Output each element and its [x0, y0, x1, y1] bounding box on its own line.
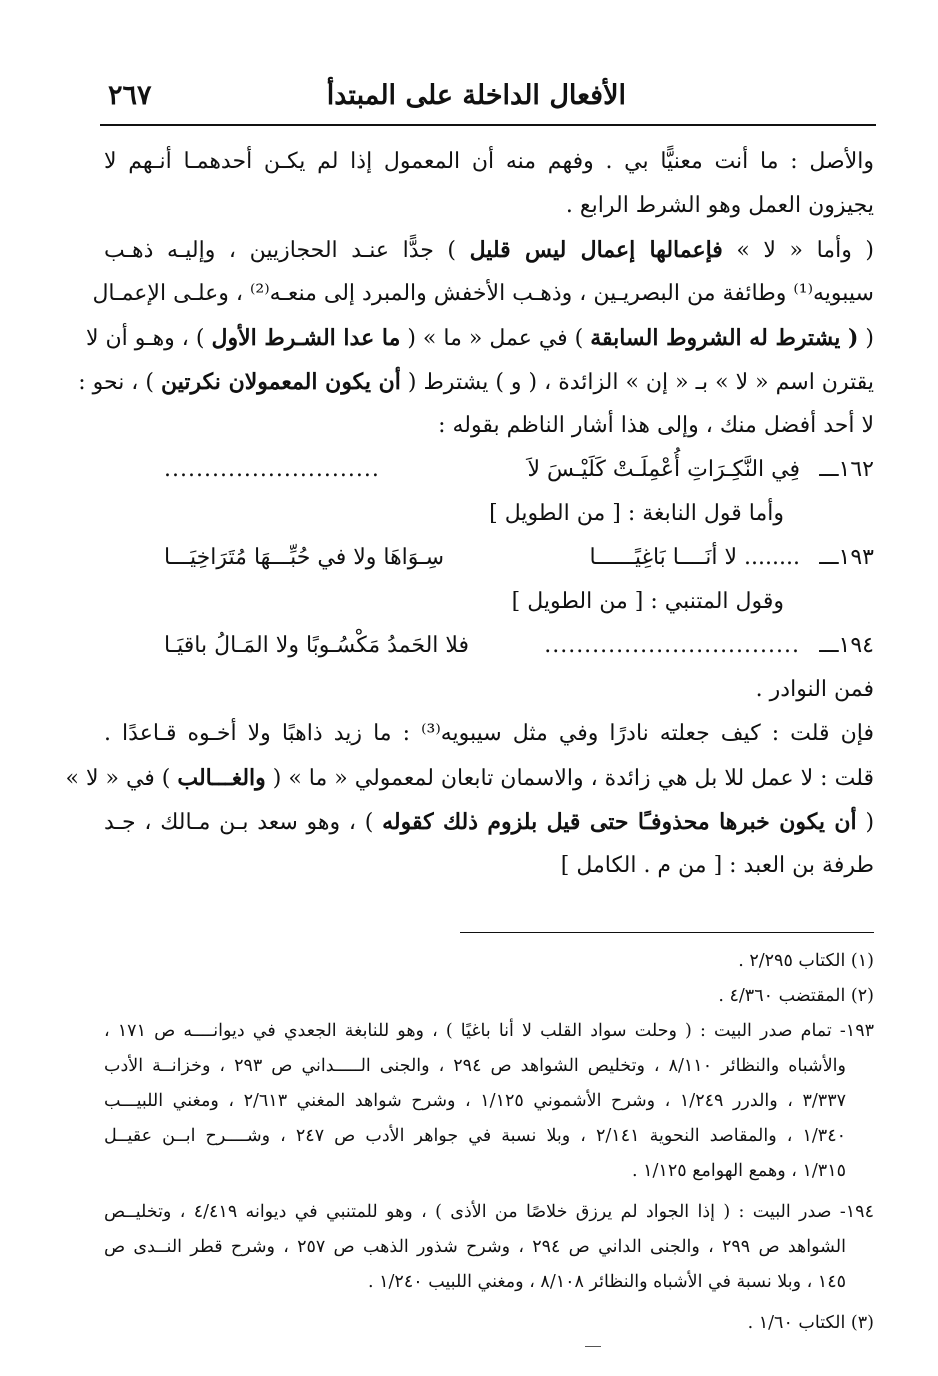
chapter-title: الأفعال الداخلة على المبتدأ	[326, 80, 626, 111]
main-text	[65, 140, 875, 888]
text-line: فإن قلت : كيف جعلته نادرًا وفي مثل سيبويه⁽³⁾ : ما زيد ذاهبًا ولا أخـوه قـاعدًا .	[104, 721, 874, 746]
verse-intro: وأما قول النابغة : [ من الطويل ]	[489, 501, 784, 526]
verse-number: ١٦٢ـــ	[819, 457, 874, 482]
footnote-line: (٣) الكتاب ١/٦٠ .	[747, 1313, 874, 1333]
bottom-mark	[585, 1346, 601, 1347]
footnote-line: والأشباه والنظائر ٨/١١٠ ، وتخليص الشواهد ص ٢٩٤ ، والجنى الـــــداني ص ٢٩٣ ، وخزانــة الأدب	[104, 1056, 846, 1076]
verse-194	[104, 624, 874, 668]
verse-intro: وقول المتنبي : [ من الطويل ]	[511, 589, 784, 614]
text-line: لا أحد أفضل منك ، وإلى هذا أشار الناظم بقوله :	[438, 413, 874, 438]
footnote-line: ١٩٣- تمام صدر البيت : ( وحلت سواد القلب لا أنا باغيًا ) ، وهو للنابغة الجعدي في ديوانــــه ص ١٧١ ،	[104, 1021, 874, 1041]
verse-number: ١٩٤ـــ	[819, 633, 874, 658]
footnote-separator	[460, 932, 874, 933]
footnote-line: (٢) المقتضب ٤/٣٦٠ .	[718, 986, 874, 1006]
text-line: ( ( يشترط له الشروط السابقة ) في عمل « ما » ( ما عدا الشـرط الأول ) ، وهـو أن لا	[85, 325, 874, 351]
footnote-line: ٣/٣٣٧ ، والدرر ١/٢٤٩ ، وشرح الأشموني ١/١٢٥ ، وشرح شواهد المغني ٢/٦١٣ ، ومغني اللبيـــب	[104, 1091, 846, 1111]
verse-hemistich: ........ لا أنَــــا بَاغِيًــــــا	[589, 545, 800, 570]
text-line: ( أن يكون خبرها محذوفـًا حتى قيل بلزوم ذلك كقوله ) ، وهو سعد بـن مـالك ، جـد	[104, 809, 875, 835]
verse-ellipsis: ................................	[544, 633, 800, 658]
footnote-line: ١٤٥ ، وبلا نسبة في الأشباه والنظائر ٨/١٠٨ ، ومغني اللبيب ١/٢٤٠ .	[368, 1272, 846, 1292]
text-line: فمن النوادر .	[755, 677, 874, 702]
verse-hemistich: سِـوَاهَا ولا في حُبِّـــهَا مُتَرَاخِيَـــا	[164, 545, 445, 570]
footnote-line: ١٩٤- صدر البيت : ( إذا الجواد لم يرزق خلاصًا من الأذى ) ، وهو للمتنبي في ديوانه ٤/٤١٩ ، وتخليــص	[104, 1202, 874, 1222]
footnote-line: (١) الكتاب ٢/٢٩٥ .	[738, 951, 874, 971]
text-line: ( وأما « لا » فإعمالها إعمال ليس قليل ) جدًّا عنـد الحجازيين ، وإليـه ذهـب	[104, 237, 874, 263]
verse-ellipsis: ...........................	[164, 457, 380, 482]
verse-193	[104, 536, 874, 580]
text-line: قلت : لا عمل للا بل هي زائدة ، والاسمان تابعان لمعمولي « ما » ( والغـــالب ) في « لا »	[65, 765, 874, 791]
header-rule	[100, 124, 876, 126]
verse-162	[104, 448, 874, 492]
text-line: طرفة بن العبد : [ من م . الكامل ]	[560, 853, 874, 878]
text-line: يقترن اسم « لا » بـ « إن » الزائدة ، ( و ) يشترط ( أن يكون المعمولان نكرتين ) ، نحو :	[78, 369, 874, 395]
footnote-line: الشواهد ص ٢٩٩ ، والجنى الداني ص ٢٩٤ ، وشرح شذور الذهب ص ٢٥٧ ، وشرح قطر النــدى ص	[104, 1237, 846, 1257]
running-header	[100, 78, 876, 126]
verse-hemistich: فلا الحَمدُ مَكْسُـوبًا ولا المَـالُ باقيَـا	[164, 633, 470, 658]
page-number: ٢٦٧	[108, 80, 152, 111]
verse-hemistich: فِي النَّكِـرَاتِ أُعْمِلَـتْ كَلَيْـسَ لاَ	[527, 457, 800, 482]
footnote-line: ١/٣١٥ ، وهمع الهوامع ١/١٢٥ .	[631, 1161, 846, 1181]
text-line: يجيزون العمل وهو الشرط الرابع .	[565, 193, 874, 218]
text-line: والأصل : ما أنت معنيًّا بي . وفهم منه أن المعمول إذا لم يكـن أحدهمـا أنـهم لا	[104, 149, 874, 174]
footnote-line: ١/٣٤٠ ، والمقاصد النحوية ٢/١٤١ ، وبلا نسبة في جواهر الأدب ص ٢٤٧ ، وشــــرح ابــن عقيــل	[104, 1126, 846, 1146]
text-line: سيبويه⁽¹⁾ وطائفة من البصريـين ، وذهـب الأخفش والمبرد إلى منعـه⁽²⁾ ، وعلـى الإعمـال	[92, 281, 874, 306]
verse-number: ١٩٣ـــ	[819, 545, 874, 570]
footnotes	[104, 944, 874, 1341]
